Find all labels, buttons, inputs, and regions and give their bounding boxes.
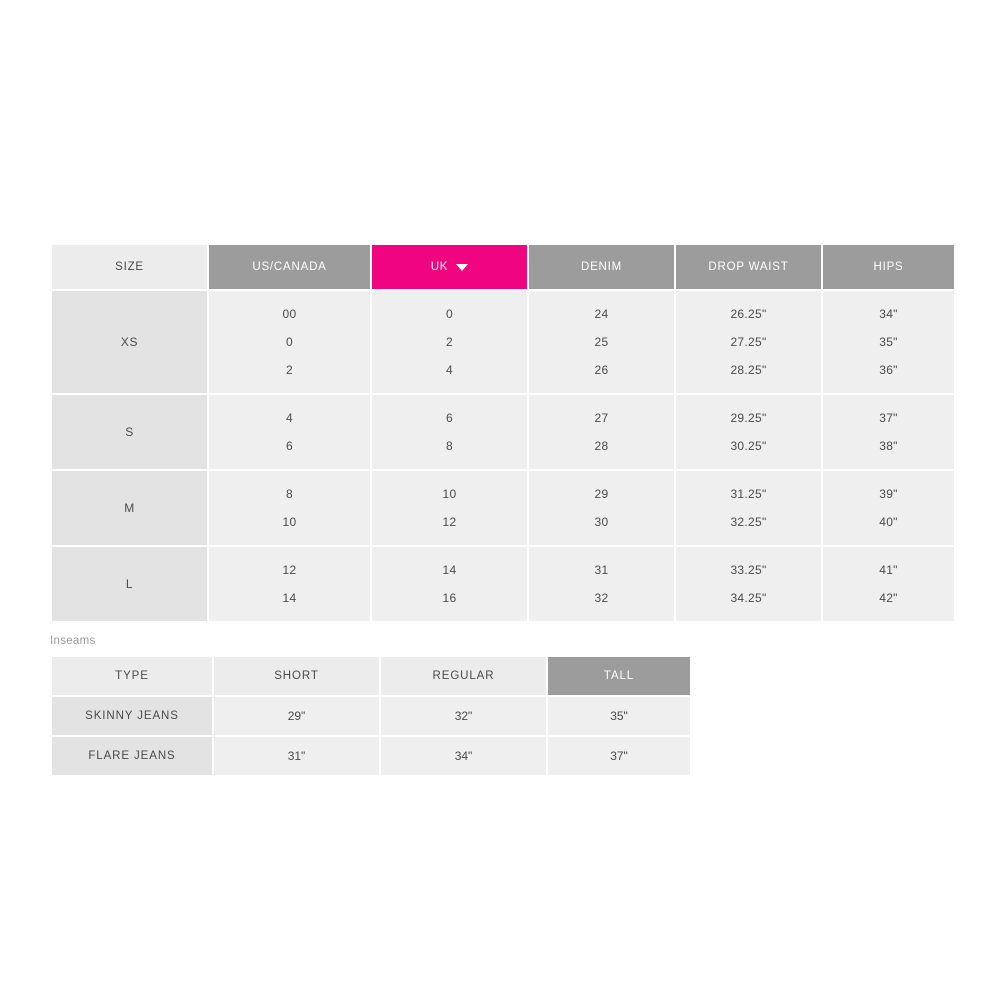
column-header-size[interactable] xyxy=(52,245,207,289)
value: 27.25" xyxy=(730,335,767,349)
column-header-drop-waist-label: DROP WAIST xyxy=(708,261,789,273)
column-header-denim[interactable] xyxy=(529,245,674,289)
value: 40" xyxy=(879,515,898,529)
cell-us-canada xyxy=(209,547,370,621)
value: 29.25" xyxy=(730,411,767,425)
value: 31 xyxy=(594,563,609,577)
table-row xyxy=(52,291,954,393)
value: 42" xyxy=(879,591,898,605)
value: 26 xyxy=(594,363,609,377)
value: 10 xyxy=(282,515,297,529)
cell-inseam-tall: 35" xyxy=(548,697,690,735)
value: 34" xyxy=(879,307,898,321)
inseams-table xyxy=(50,655,692,777)
column-header-denim-label: DENIM xyxy=(580,261,623,273)
cell-inseam-tall: 37" xyxy=(548,737,690,775)
cell-denim xyxy=(529,547,674,621)
column-header-us-canada-label: US/CANADA xyxy=(252,261,327,273)
column-header-drop-waist[interactable] xyxy=(676,245,821,289)
value: 4 xyxy=(286,411,293,425)
column-header-uk[interactable] xyxy=(372,245,527,289)
column-header-hips[interactable] xyxy=(823,245,954,289)
value: 38" xyxy=(879,439,898,453)
value: 14 xyxy=(282,591,297,605)
value: 34.25" xyxy=(730,591,767,605)
value: 8 xyxy=(446,439,453,453)
cell-inseam-regular: 32" xyxy=(381,697,546,735)
cell-drop-waist xyxy=(676,471,821,545)
value: 29 xyxy=(594,487,609,501)
value: 12 xyxy=(282,563,297,577)
column-header-uk-inner xyxy=(372,261,527,273)
cell-inseam-type: FLARE JEANS xyxy=(52,737,212,775)
value: 2 xyxy=(286,363,293,377)
value: 0 xyxy=(446,307,453,321)
value: 39" xyxy=(879,487,898,501)
table-row xyxy=(52,547,954,621)
size-chart-page xyxy=(50,243,950,777)
value: 4 xyxy=(446,363,453,377)
inseams-caption: Inseams xyxy=(50,635,96,647)
column-header-uk-label: UK xyxy=(430,261,449,273)
value: 37" xyxy=(879,411,898,425)
value: 33.25" xyxy=(730,563,767,577)
value: 00 xyxy=(282,307,297,321)
value: 12 xyxy=(442,515,457,529)
table-row xyxy=(52,395,954,469)
cell-size: S xyxy=(52,395,207,469)
value: 28 xyxy=(594,439,609,453)
value: 35" xyxy=(879,335,898,349)
cell-us-canada xyxy=(209,471,370,545)
column-header-hips-label: HIPS xyxy=(873,261,904,273)
cell-hips xyxy=(823,547,954,621)
cell-us-canada xyxy=(209,291,370,393)
value: 30 xyxy=(594,515,609,529)
value: 28.25" xyxy=(730,363,767,377)
value: 25 xyxy=(594,335,609,349)
value: 27 xyxy=(594,411,609,425)
value: 10 xyxy=(442,487,457,501)
value: 0 xyxy=(286,335,293,349)
cell-inseam-short: 29" xyxy=(214,697,379,735)
cell-denim xyxy=(529,471,674,545)
cell-denim xyxy=(529,395,674,469)
value: 26.25" xyxy=(730,307,767,321)
inseams-column-header-type[interactable]: TYPE xyxy=(52,657,212,695)
size-table-header-row xyxy=(52,245,954,289)
column-header-us-canada[interactable] xyxy=(209,245,370,289)
column-header-size-label: SIZE xyxy=(115,261,144,273)
cell-inseam-regular: 34" xyxy=(381,737,546,775)
table-row xyxy=(52,697,690,735)
value: 2 xyxy=(446,335,453,349)
value: 6 xyxy=(286,439,293,453)
inseams-column-header-tall[interactable]: TALL xyxy=(548,657,690,695)
inseams-column-header-short[interactable]: SHORT xyxy=(214,657,379,695)
value: 16 xyxy=(442,591,457,605)
cell-size: XS xyxy=(52,291,207,393)
cell-denim xyxy=(529,291,674,393)
cell-uk xyxy=(372,471,527,545)
cell-us-canada xyxy=(209,395,370,469)
cell-hips xyxy=(823,291,954,393)
cell-drop-waist xyxy=(676,547,821,621)
value: 14 xyxy=(442,563,457,577)
cell-hips xyxy=(823,471,954,545)
cell-uk xyxy=(372,291,527,393)
cell-size: L xyxy=(52,547,207,621)
size-chart-table xyxy=(50,243,956,623)
value: 32.25" xyxy=(730,515,767,529)
cell-uk xyxy=(372,395,527,469)
value: 30.25" xyxy=(730,439,767,453)
cell-inseam-short: 31" xyxy=(214,737,379,775)
value: 6 xyxy=(446,411,453,425)
value: 24 xyxy=(594,307,609,321)
inseams-column-header-regular[interactable]: REGULAR xyxy=(381,657,546,695)
cell-drop-waist xyxy=(676,291,821,393)
value: 36" xyxy=(879,363,898,377)
cell-size: M xyxy=(52,471,207,545)
value: 8 xyxy=(286,487,293,501)
cell-inseam-type: SKINNY JEANS xyxy=(52,697,212,735)
inseams-header-row xyxy=(52,657,690,695)
value: 31.25" xyxy=(730,487,767,501)
value: 41" xyxy=(879,563,898,577)
value: 32 xyxy=(594,591,609,605)
cell-drop-waist xyxy=(676,395,821,469)
cell-hips xyxy=(823,395,954,469)
chevron-down-icon xyxy=(456,264,468,271)
table-row xyxy=(52,471,954,545)
cell-uk xyxy=(372,547,527,621)
table-row xyxy=(52,737,690,775)
